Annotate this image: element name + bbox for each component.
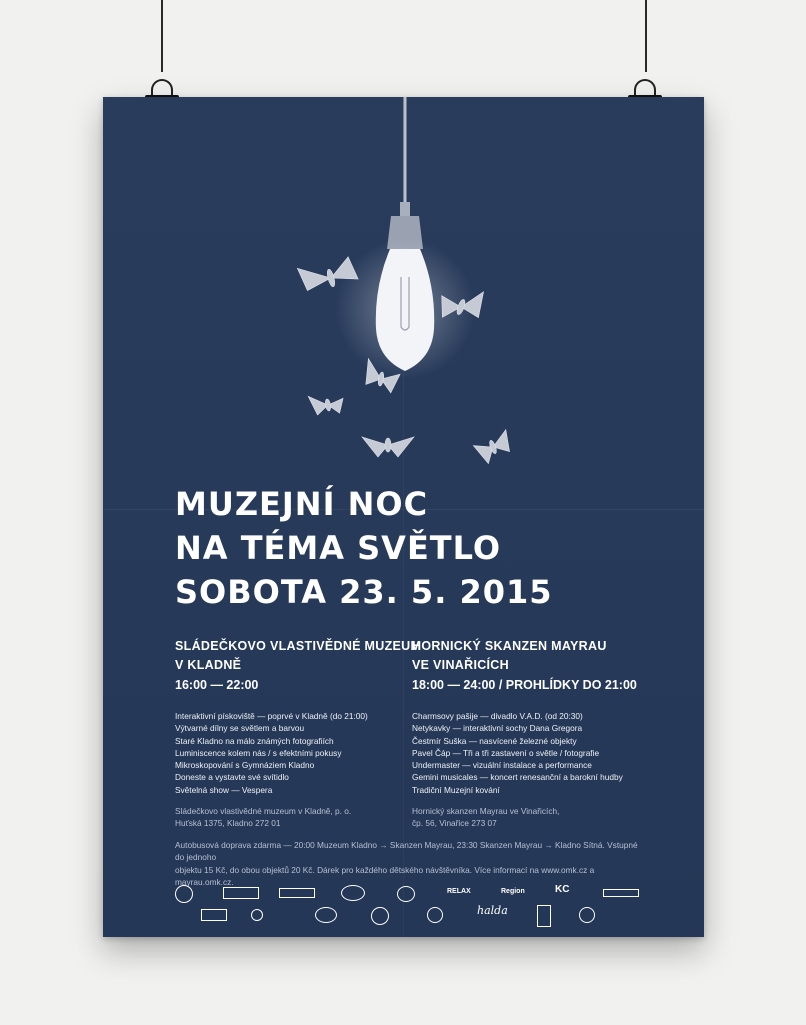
event-item: Výtvarné dílny se světlem a barvou [175,723,305,734]
event-item: Čestmír Suška — nasvícené železné objekty [412,735,577,746]
event-item: Doneste a vystavte své svítidlo [175,772,289,783]
sponsor-logo-icon [223,887,259,899]
event-list [412,710,682,796]
sponsor-logo-icon [341,885,365,901]
venue-name-line: VE VINAŘICÍCH [412,658,509,672]
sponsor-logo-region: Region [501,888,525,895]
poster-headline [175,482,553,614]
sponsor-logo-icon [279,888,315,898]
venue-name-line: V KLADNĚ [175,658,242,672]
venue-address [175,805,445,830]
address-line: Sládečkovo vlastivědné muzeum v Kladně, p. o. [175,806,352,817]
sponsor-logo-icon [603,889,639,897]
event-item: Interaktivní pískoviště — poprvé v Kladně (do 21:00) [175,711,368,721]
event-item: Luminiscence kolem nás / s efektními pokusy [175,747,342,758]
sponsor-logo-relax: RELAX [447,888,471,895]
event-item: Staré Kladno na málo známých fotografiích [175,735,334,746]
event-item: Mikroskopování s Gymnáziem Kladno [175,760,315,771]
event-item: Pavel Čáp — Tři a tři zastavení o světle / fotografie [412,747,600,758]
hanging-wire-right [645,0,647,72]
headline-line: NA TÉMA SVĚTLO [175,529,502,567]
event-list [175,710,445,796]
venue-name [175,637,445,675]
venue-hours: 18:00 — 24:00 / PROHLÍDKY DO 21:00 [412,678,637,692]
venue-name-line: SLÁDEČKOVO VLASTIVĚDNÉ MUZEUM [175,639,422,653]
venue-address [412,805,682,830]
hanging-wire-left [161,0,163,72]
event-item: Charmsovy pašije — divadlo V.A.D. (od 20:30) [412,711,583,721]
sponsor-logo-icon [579,907,595,923]
address-line: čp. 56, Vinařice 273 07 [412,818,497,829]
venue-column-museum [175,637,445,830]
event-item: Netykavky — interaktivní sochy Dana Gregora [412,723,583,734]
sponsor-logo-icon [427,907,443,923]
transport-line: Autobusová doprava zdarma — 20:00 Muzeum Kladno → Skanzen Mayrau, 23:30 Skanzen Mayrau → Kladno Sítná. Vstupné do jednoho [175,840,638,863]
sponsor-logo-icon [315,907,337,923]
venue-hours: 16:00 — 22:00 [175,678,259,692]
sponsor-logo-halda: halda [477,904,508,917]
sponsor-logo-icon [397,886,415,902]
event-item: Undermaster — vizuální instalace a performance [412,760,592,771]
bulb-and-moths-illustration [103,97,704,477]
event-item: Tradiční Muzejní kování [412,784,500,795]
address-line: Hornický skanzen Mayrau ve Vinařicích, [412,806,560,817]
event-item: Světelná show — Vespera [175,784,273,795]
sponsor-logo-icon [201,909,227,921]
transport-info [175,839,645,888]
light-bulb-icon [335,97,475,379]
venue-name [412,637,682,675]
address-line: Huťská 1375, Kladno 272 01 [175,818,281,829]
headline-line: SOBOTA 23. 5. 2015 [175,573,553,611]
venue-name-line: HORNICKÝ SKANZEN MAYRAU [412,639,607,653]
sponsor-logo-icon [251,909,263,921]
mining-emblem-icon [175,885,193,903]
sponsor-logo-icon [537,905,551,927]
sponsor-logo-icon [371,907,389,925]
venue-column-skanzen [412,637,682,830]
headline-line: MUZEJNÍ NOC [175,485,429,523]
event-item: Gemini musicales — koncert renesanční a barokní hudby [412,772,623,783]
transport-line: objektu 15 Kč, do obou objektů 20 Kč. Dárek pro každého dětského návštěvníka. Více informací na www.omk.cz a mayrau.omk.cz. [175,864,595,887]
event-poster [103,97,704,937]
sponsor-logo-kc: KC [555,884,570,895]
